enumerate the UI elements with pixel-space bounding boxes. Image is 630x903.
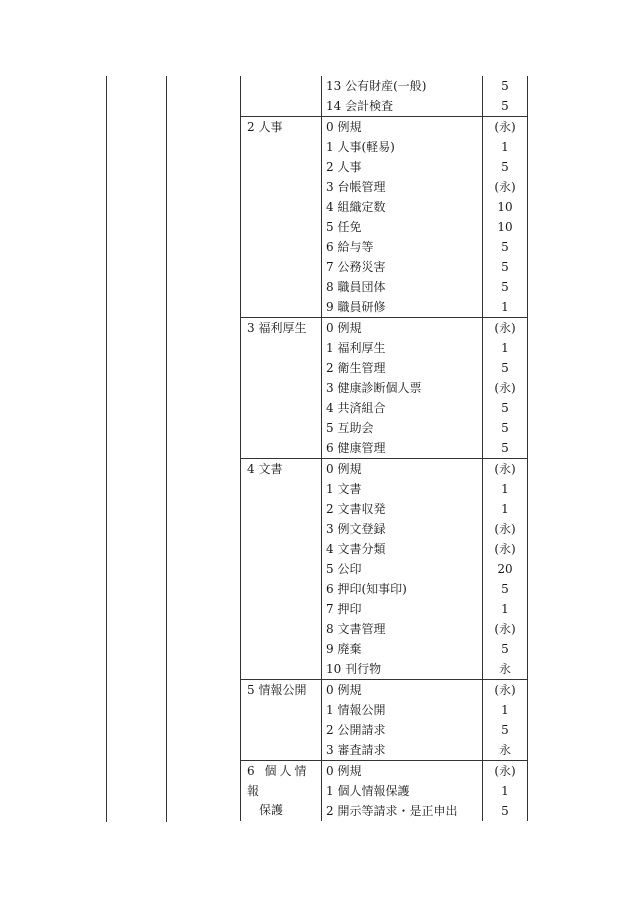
minor-category: 7 押印 [326, 602, 362, 616]
retention-period: 5 [483, 398, 528, 418]
retention-period: 1 [483, 479, 528, 499]
minor-category: 1 文書 [326, 482, 362, 496]
minor-category: 5 互助会 [326, 421, 374, 435]
minor-category: 5 任免 [326, 220, 362, 234]
minor-category: 3 審査請求 [326, 743, 386, 757]
retention-period: 5 [483, 418, 528, 438]
minor-category: 1 人事(軽易) [326, 140, 395, 154]
minor-category: 4 文書分類 [326, 542, 386, 556]
retention-period: (永) [483, 378, 528, 398]
retention-period: 5 [483, 96, 528, 117]
minor-category: 3 例文登録 [326, 522, 386, 536]
minor-category: 7 公務災害 [326, 260, 386, 274]
retention-period: 5 [483, 801, 528, 821]
middle-category-label: 2 人事 [247, 120, 283, 134]
minor-category: 0 例規 [322, 680, 483, 701]
retention-period: 1 [483, 700, 528, 720]
retention-period: (永) [483, 680, 528, 701]
minor-category: 8 文書管理 [326, 622, 386, 636]
middle-category-cell [241, 76, 322, 117]
retention-period: 10 [483, 217, 528, 237]
retention-period: 5 [483, 277, 528, 297]
retention-period: 1 [483, 338, 528, 358]
middle-category-label: 3 福利厚生 [247, 321, 307, 335]
retention-period: 5 [483, 358, 528, 378]
middle-category-label: 6 個人情報 [247, 764, 310, 798]
table-row [241, 76, 528, 96]
minor-category: 9 廃棄 [326, 642, 362, 656]
middle-category-cell [241, 761, 322, 822]
retention-period: (永) [483, 117, 528, 138]
minor-category: 2 衛生管理 [326, 361, 386, 375]
retention-period: (永) [483, 318, 528, 339]
minor-category: 10 刊行物 [326, 662, 382, 676]
minor-category: 6 給与等 [326, 240, 374, 254]
retention-period: 5 [483, 237, 528, 257]
middle-category-label: 5 情報公開 [247, 683, 307, 697]
minor-category: 4 共済組合 [326, 401, 386, 415]
minor-category: 8 職員団体 [326, 280, 386, 294]
retention-period: (永) [483, 619, 528, 639]
minor-category: 0 例規 [322, 459, 483, 480]
table-row [241, 318, 528, 339]
minor-category: 1 福利厚生 [326, 341, 386, 355]
retention-table [240, 76, 528, 821]
middle-category-cell [241, 117, 322, 318]
retention-period: 永 [483, 659, 528, 680]
minor-category: 2 公開請求 [326, 723, 386, 737]
minor-category: 4 組織定数 [326, 200, 386, 214]
retention-period: 1 [483, 297, 528, 318]
minor-category: 1 情報公開 [326, 703, 386, 717]
column-rule-2 [166, 76, 167, 822]
retention-period: 5 [483, 257, 528, 277]
retention-period: 5 [483, 639, 528, 659]
retention-period: (永) [483, 539, 528, 559]
retention-period: 1 [483, 781, 528, 801]
table-row [241, 680, 528, 701]
middle-category-cell [241, 318, 322, 459]
minor-category: 0 例規 [322, 318, 483, 339]
minor-category: 1 個人情報保護 [326, 784, 410, 798]
retention-period: 5 [483, 579, 528, 599]
retention-period: (永) [483, 519, 528, 539]
retention-period: 5 [483, 76, 528, 96]
minor-category: 2 人事 [326, 160, 362, 174]
retention-period: 1 [483, 599, 528, 619]
minor-category: 2 文書収発 [326, 502, 386, 516]
middle-category-label-continued: 保護 [259, 803, 284, 817]
minor-category: 3 健康診断個人票 [326, 381, 422, 395]
retention-period: 5 [483, 157, 528, 177]
minor-category: 0 例規 [322, 761, 483, 782]
retention-period: (永) [483, 761, 528, 782]
retention-period: 1 [483, 137, 528, 157]
column-rule-1 [106, 76, 107, 822]
table-row [241, 761, 528, 782]
retention-period: 5 [483, 720, 528, 740]
middle-category-label: 4 文書 [247, 462, 283, 476]
retention-period: 10 [483, 197, 528, 217]
retention-period: 5 [483, 438, 528, 459]
minor-category: 9 職員研修 [326, 300, 386, 314]
retention-period: (永) [483, 459, 528, 480]
table-row [241, 459, 528, 480]
middle-category-cell [241, 680, 322, 761]
retention-period: 永 [483, 740, 528, 761]
table-row [241, 117, 528, 138]
middle-category-cell [241, 459, 322, 680]
minor-category: 5 公印 [326, 562, 362, 576]
minor-category: 14 会計検査 [326, 99, 394, 113]
retention-period: (永) [483, 177, 528, 197]
minor-category: 2 開示等請求・是正申出 [326, 804, 458, 818]
retention-period: 20 [483, 559, 528, 579]
minor-category: 6 押印(知事印) [326, 582, 407, 596]
minor-category: 6 健康管理 [326, 441, 386, 455]
retention-period: 1 [483, 499, 528, 519]
minor-category: 13 公有財産(一般) [326, 79, 427, 93]
minor-category: 3 台帳管理 [326, 180, 386, 194]
minor-category: 0 例規 [322, 117, 483, 138]
